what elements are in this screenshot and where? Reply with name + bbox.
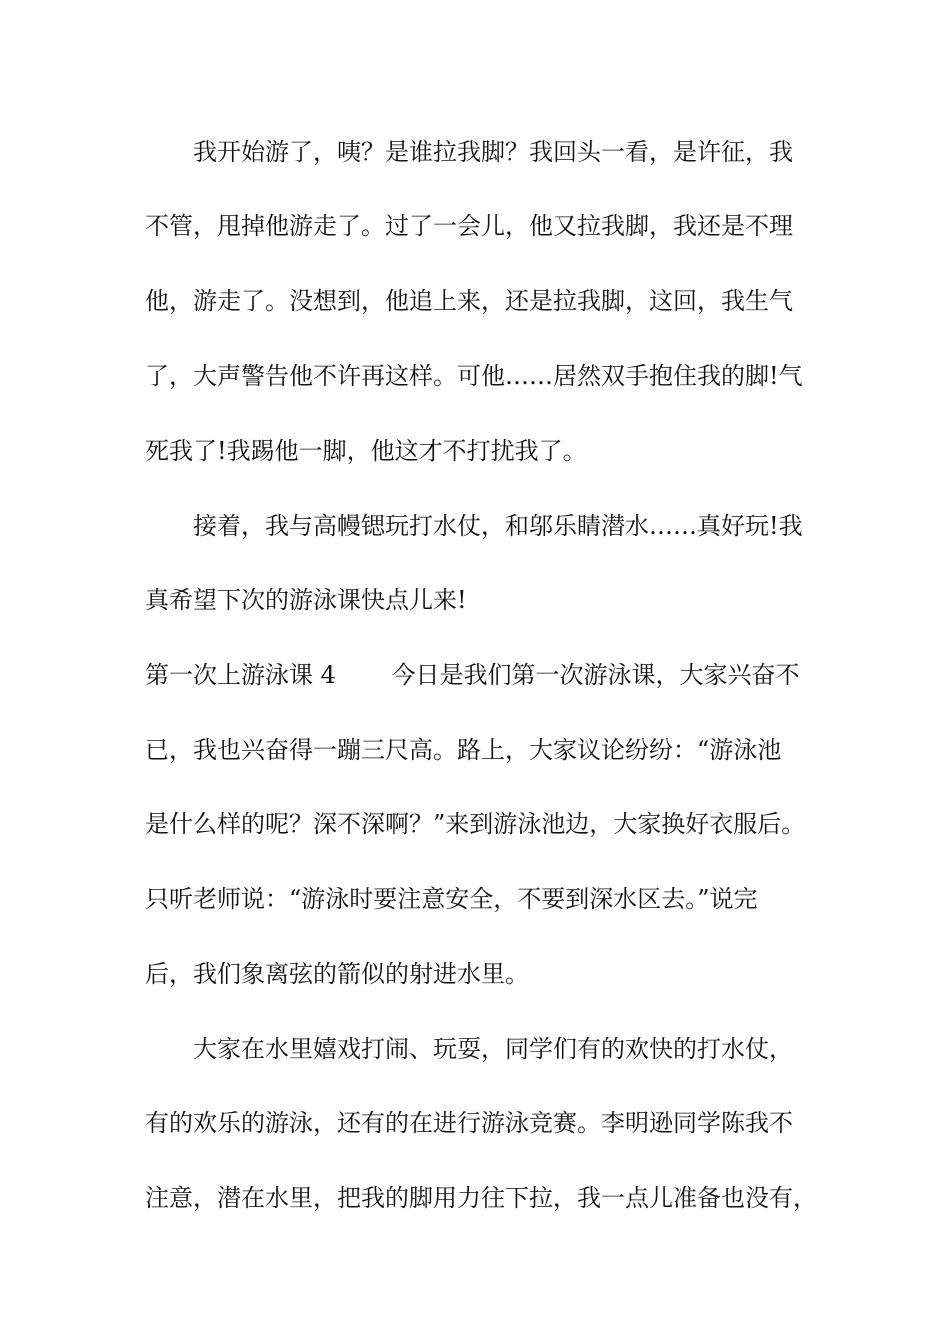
paragraph-line: 是什么样的呢？深不深啊？”来到游泳池边，大家换好衣服后。	[145, 810, 806, 838]
paragraph-line: 真希望下次的游泳课快点儿来!	[145, 586, 467, 614]
paragraph-line: 了，大声警告他不许再这样。可他……居然双手抱住我的脚!气	[145, 362, 803, 390]
paragraph-line: 不管，甩掉他游走了。过了一会儿，他又拉我脚，我还是不理	[145, 212, 793, 240]
paragraph-line: 只听老师说：“游泳时要注意安全，不要到深水区去。”说完	[145, 885, 758, 913]
section-heading-line: 第一次上游泳课 4 今日是我们第一次游泳课，大家兴奋不	[145, 661, 800, 689]
paragraph-line: 有的欢乐的游泳，还有的在进行游泳竞赛。李明逊同学陈我不	[145, 1109, 793, 1137]
paragraph-line: 后，我们象离弦的箭似的射进水里。	[145, 960, 529, 988]
paragraph-line: 接着，我与高幔锶玩打水仗，和邬乐睛潜水……真好玩!我	[193, 512, 803, 540]
paragraph-line: 死我了!我踢他一脚，他这才不打扰我了。	[145, 437, 587, 465]
paragraph-line: 我开始游了，咦？是谁拉我脚？我回头一看，是许征，我	[193, 138, 793, 166]
paragraph-line: 已，我也兴奋得一蹦三尺高。路上，大家议论纷纷：“游泳池	[145, 736, 782, 764]
paragraph-line: 他，游走了。没想到，他追上来，还是拉我脚，这回，我生气	[145, 287, 793, 315]
paragraph-line: 注意，潜在水里，把我的脚用力往下拉，我一点儿准备也没有，	[145, 1184, 817, 1212]
paragraph-line: 大家在水里嬉戏打闹、玩耍，同学们有的欢快的打水仗，	[193, 1035, 793, 1063]
